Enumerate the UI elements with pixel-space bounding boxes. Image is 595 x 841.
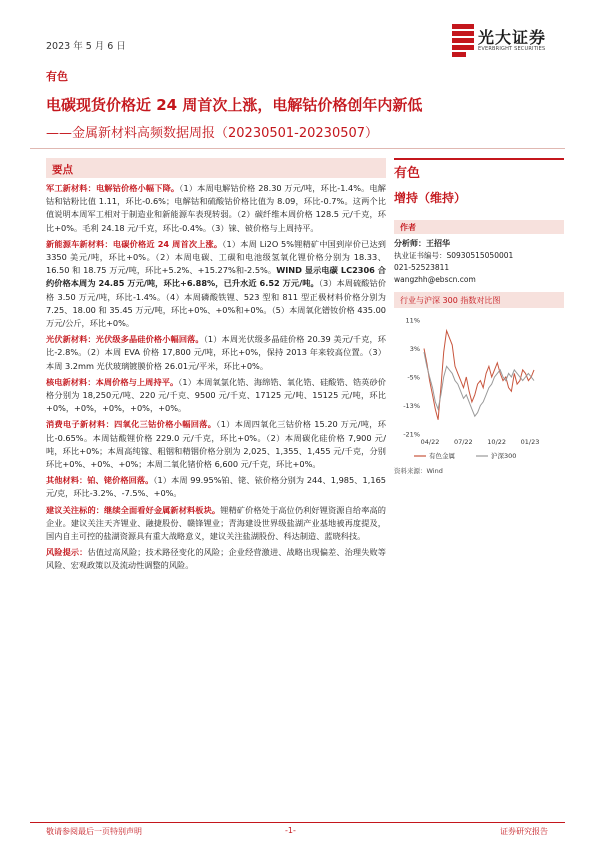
sector-label: 有色 [46,70,68,83]
chart-source: 资料来源：Wind [394,467,443,475]
paragraph-lead: 建议关注标的：继续全面看好金属新材料板块。 [46,504,221,515]
analyst-name: 分析师：王招华 [394,239,450,248]
y-tick-label: 11% [405,316,420,325]
footer-disclaimer: 敬请参阅最后一页特别声明 [46,827,142,836]
footer-divider [30,822,565,823]
index-comparison-chart [394,312,564,464]
paragraph-lead: 军工新材料：电解钴价格小幅下降。 [46,183,180,193]
analyst-cert: 执业证书编号：S0930515050001 [394,251,514,260]
author-heading: 作者 [394,220,564,234]
paragraph-lead: 其他材料：铂、铑价格回落。 [46,475,154,486]
summary-paragraph [46,474,386,500]
chart-svg [394,312,564,464]
x-tick-label: 01/23 [520,438,540,446]
rating-block [394,158,564,206]
paragraph-text: （1）本周电解钴价格 28.30 万元/吨，环比-1.4%。电解钴和钴粉比值 1.11，环比-0.6%；电解钴和硫酸钴价格比值为 8.09，环比-0.7%。这两个比值说明本周军工相对于制造业和新能源车表现转弱。（2）碳纤维本周价格 128.5 元/千克，环比+0%。毛利 24.18 元/千克，环比-0.4%。（3）铼、铍价格与上周持平。 [46,183,386,233]
summary-paragraph [46,333,386,373]
paragraph-lead: 消费电子新材料：四氧化三钴价格小幅回落。 [46,419,217,430]
summary-paragraph [46,546,386,572]
analyst-phone: 021-52523811 [394,263,450,272]
y-tick-label: -21% [403,430,420,439]
paragraph-lead: 核电新材料：本周价格与上周持平。 [46,376,179,387]
footer-report-type: 证券研究报告 [500,827,548,836]
summary-paragraph [46,238,386,330]
author-info [394,238,564,286]
paragraph-text: 估值过高风险；技术路径变化的风险；企业经营激进、战略出现偏差、治理失败等风险、宏观政策以及流动性调整的风险。 [46,547,386,571]
divider [30,148,565,149]
y-tick-label: 3% [409,345,420,353]
paragraph-text: （1）本周 Li2O 5%锂精矿中国到岸价已达到 3350 美元/吨，环比+0%。（2）本周电碳、工碳和电池级氢氧化锂价格分别为 18.33、16.50 和 18.75 万元/吨，环比+5.2%、+15.27%和-2.5%。 [46,238,386,276]
paragraph-bold: WIND 显示电碳 LC2306 合约价格本周为 24.85 万元/吨，环比+6.88%，已升水近 6.52 万元/吨。 [46,265,386,289]
paragraph-lead: 新能源车新材料：电碳价格近 24 周首次上涨。 [46,238,223,249]
report-title: 电碳现货价格近 24 周首次上涨，电解钴价格创年内新低 [46,96,423,114]
summary-paragraph [46,376,386,416]
sidebar [394,158,564,475]
paragraph-lead: 光伏新材料：光伏级多晶硅价格小幅回落。 [46,334,204,345]
analyst-email[interactable]: wangzhh@ebscn.com [394,275,476,284]
series-line-nonferrous [424,331,534,420]
summary-heading: 要点 [46,158,386,178]
report-subtitle: ——金属新材料高频数据周报（20230501-20230507） [46,126,379,141]
logo-name: 光大证券 [478,28,547,47]
paragraph-text: 锂精矿价格处于高位仍利好锂资源自给率高的企业。建议关注天齐锂业、融捷股份、赣锋锂业；青海建设世界级盐湖产业基地被再度提及，国内自主可控的盐湖资源具有重大战略意义，建议关注盐湖股份、科达制造、蓝晓科技。 [46,504,386,542]
summary-paragraph [46,504,386,544]
paragraph-text: （1）本周 99.95%铂、铑、铱价格分别为 244、1,985、1,165 元/克，环比-3.2%、-7.5%、+0%。 [46,475,386,499]
paragraph-text: （1）本周氧氯化锆、海绵锆、氧化锆、硅酸锆、锆英砂价格分别为 18,250元/吨、220 元/千克、9500 元/千克、17125 元/吨、15125 元/吨，环比+0%，+0%，+0%，+0%，+0%。 [46,376,386,414]
logo-mark-icon [452,24,474,56]
report-date: 2023 年 5 月 6 日 [46,41,126,52]
rating-value: 增持（维持） [394,191,467,205]
company-logo [452,22,562,62]
y-tick-label: -5% [407,373,420,382]
x-tick-label: 07/22 [453,438,473,446]
chart-heading: 行业与沪深 300 指数对比图 [394,292,564,308]
x-tick-label: 04/22 [420,438,440,446]
summary-section [46,158,386,576]
legend-label: 有色金属 [429,452,455,460]
summary-paragraph [46,182,386,235]
rating-sector: 有色 [394,166,421,181]
x-tick-label: 10/22 [487,438,507,446]
y-tick-label: -13% [403,402,420,410]
logo-english: EVERBRIGHT SECURITIES [478,46,546,52]
summary-paragraph [46,418,386,471]
page-number: -1- [285,826,296,835]
legend-label: 沪深300 [491,452,517,460]
paragraph-tail: （3）本周硫酸钴价格 3.50 万元/吨，环比-1.4%。（4）本周磷酸铁锂、523 型和 811 型正极材料价格分别为 7.25、18.00 和 35.45 万元/吨，环比+0%、+0%和+0%。（5）本周氧化镨钕价格 435.00 万元/公斤，环比+0%。 [46,278,387,329]
paragraph-text: （1）本周四氧化三钴价格 15.20 万元/吨，环比-0.65%。本周钴酸锂价格 229.0 元/千克，环比+0%。（2）本周碳化硅价格 7,900 元/吨，环比+0%；本周高纯镓、粗铟和精铟价格分别为 2,025、1,355、1,455 元/千克，分别环比+0%、+0%、+0%；本周二氧化锗价格 6,600 元/千克，环比+0%。 [46,419,386,470]
paragraph-lead: 风险提示： [46,547,88,558]
paragraph-text: （1）本周光伏级多晶硅价格 20.39 美元/千克，环比-2.8%。（2）本周 EVA 价格 17,800 元/吨，环比+0%，保持 2013 年来较高位置。（3）本周 3.2mm 光伏玻璃镀膜价格 26.01元/平米，环比+0%。 [46,334,386,371]
